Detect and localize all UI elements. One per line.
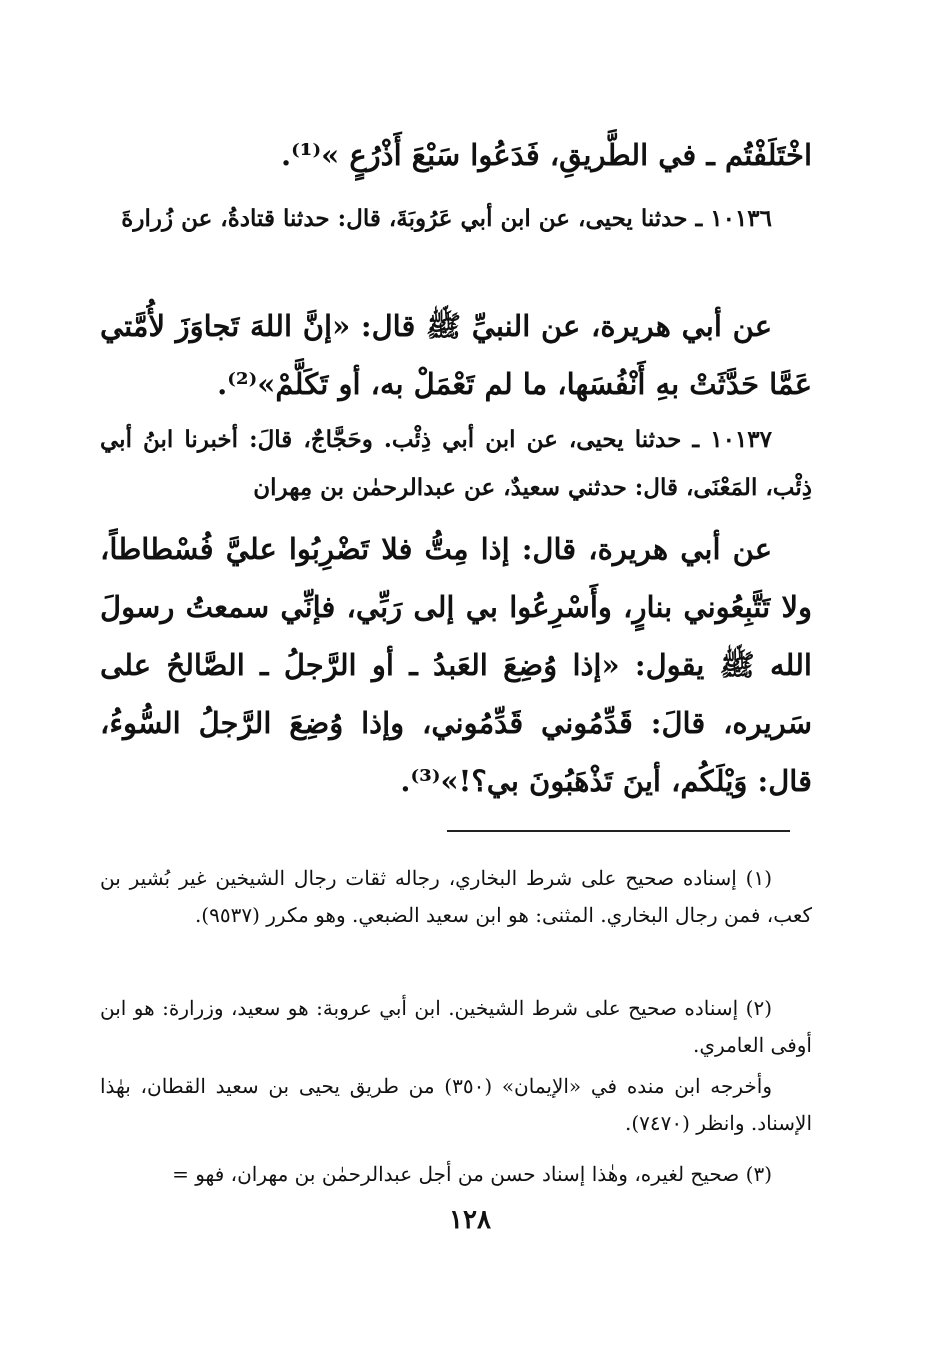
- footnote-2: (٢) إسناده صحيح على شرط الشيخين. ابن أبي عروبة: هو سعيد، وزرارة: هو ابن أوفى العامري.: [100, 996, 812, 1057]
- footnote-2-continued: وأخرجه ابن منده في «الإيمان» (٣٥٠) من طريق يحيى بن سعيد القطان، بهٰذا الإسناد. وانظر (٧٤٧٠).: [100, 1074, 812, 1135]
- paragraph-2: عن أبي هريرة، عن النبيِّ ﷺ قال: «إنَّ اللهَ تَجاوَزَ لأُمَّتي عَمَّا حَدَّثَتْ بهِ أَنْفُسَها، ما لم تَعْمَلْ به، أو تَكَلَّمْ»⁽²⁾.: [100, 309, 812, 401]
- footnote-1: (١) إسناده صحيح على شرط البخاري، رجاله ثقات رجال الشيخين غير بُشير بن كعب، فمن رجال البخاري. المثنى: هو ابن سعيد الضبعي. وهو مكرر (٩٥٣٧).: [100, 866, 812, 927]
- page-number: ١٢٨: [449, 1205, 491, 1235]
- footnote-divider: [447, 830, 790, 832]
- footnote-3: (٣) صحيح لغيره، وهٰذا إسناد حسن من أجل عبدالرحمٰن بن مهران، فهو =: [172, 1162, 772, 1186]
- paragraph-1: اخْتَلَفْتُم ـ في الطَّريقِ، فَدَعُوا سَبْعَ أَذْرُعٍ »⁽¹⁾.: [281, 138, 812, 172]
- hadith-heading-10136: ١٠١٣٦ ـ حدثنا يحيى، عن ابن أبي عَرُوبَةَ، قال: حدثنا قتادةُ، عن زُرارةَ: [121, 205, 772, 232]
- paragraph-3: عن أبي هريرة، قال: إذا مِتُّ فلا تَضْرِبُوا عليَّ فُسْطاطاً، ولا تَتَّبِعُوني بنارٍ، وأَسْرِعُوا بي إلى رَبِّي، فإنِّي سمعتُ رسولَ الله ﷺ يقول: «إذا وُضِعَ العَبدُ ـ أو الرَّجلُ ـ الصَّالحُ على سَريره، قالَ: قَدِّمُوني قَدِّمُوني، وإذا وُضِعَ الرَّجلُ السُّوءُ، قال: وَيْلَكُم، أينَ تَذْهَبُونَ بي؟!»⁽³⁾.: [100, 532, 812, 798]
- hadith-heading-10137: ١٠١٣٧ ـ حدثنا يحيى، عن ابن أبي ذِئْب. وحَجَّاجٌ، قالَ: أخبرنا ابنُ أبي ذِئْب، المَعْنَى، قال: حدثني سعيدٌ، عن عبدالرحمٰن بن مِهران: [100, 426, 812, 501]
